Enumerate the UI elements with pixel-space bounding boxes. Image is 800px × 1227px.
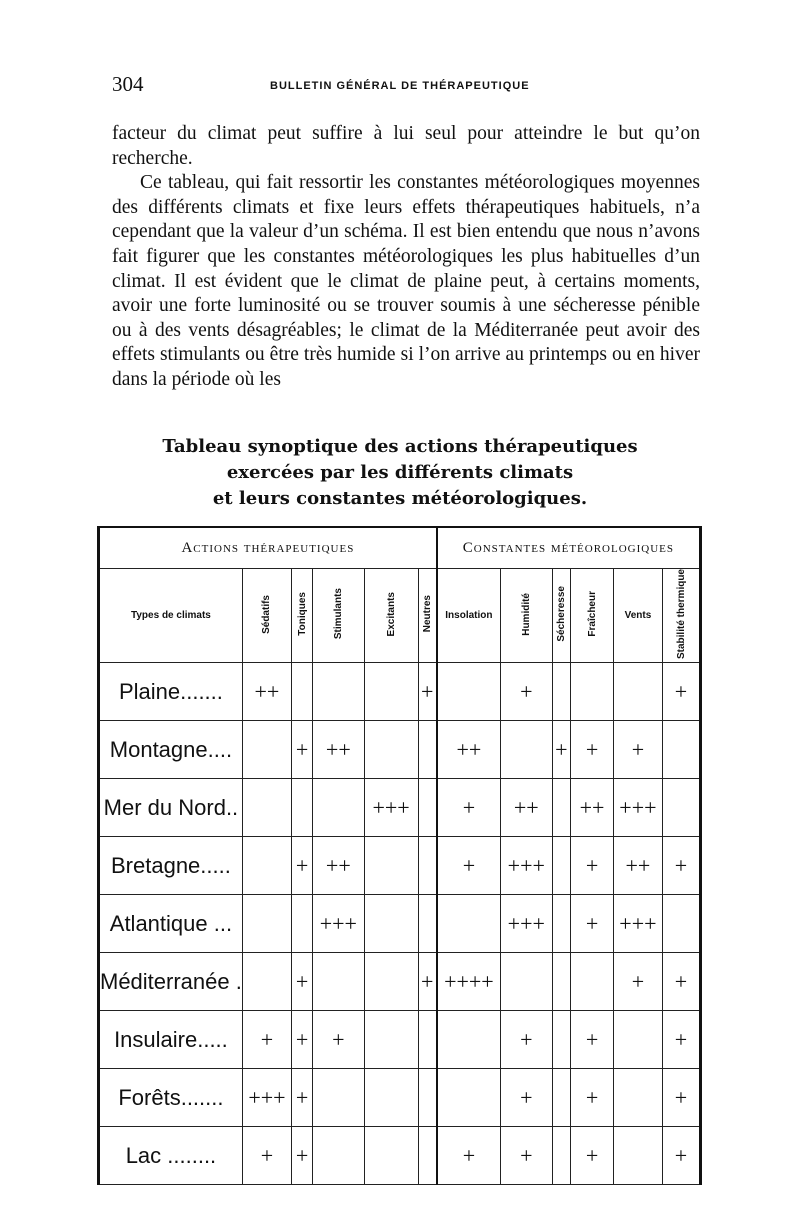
col-header-fraicheur: Fraîcheur: [571, 569, 614, 663]
table-cell: +: [292, 837, 313, 895]
table-cell: ++: [313, 721, 365, 779]
col-header-toniques: Toniques: [292, 569, 313, 663]
table-cell: [437, 663, 501, 721]
row-name: Mer du Nord..: [99, 779, 243, 837]
table-cell: [552, 663, 571, 721]
table-row-mer-du-nord: [99, 779, 701, 837]
table-row-atlantique: [99, 895, 701, 953]
table-cell: ++: [613, 837, 662, 895]
table-cell: +: [242, 1127, 291, 1185]
table-cell: [313, 779, 365, 837]
table-cell: [437, 1069, 501, 1127]
row-name: Forêts.......: [99, 1069, 243, 1127]
table-cell: +: [571, 1069, 614, 1127]
col-header-sedatifs: Sédatifs: [242, 569, 291, 663]
table-cell: [418, 779, 437, 837]
table-cell: [663, 721, 701, 779]
table-cell: [292, 663, 313, 721]
table-cell: +++: [313, 895, 365, 953]
table-cell: +: [571, 1011, 614, 1069]
table-cell: [364, 1069, 418, 1127]
table-cell: +: [613, 721, 662, 779]
table-cell: [418, 721, 437, 779]
col-header-secheresse: Sécheresse: [552, 569, 571, 663]
table-cell: [663, 895, 701, 953]
paragraph-2: Ce tableau, qui fait ressortir les constantes météorologiques moyennes des différents climats et fixe leurs effets thérapeutiques habituels, n’a cependant que la valeur d’un schéma. Il est bien entendu que nous n’avons fait figurer que les constantes météorologiques les plus habituelles d’un climat. Il est évident que le climat de plaine peut, à certains moments, avoir une forte luminosité ou se trouver soumis à une sécheresse pénible ou à des vents désagréables; le climat de la Méditerranée peut avoir des effets stimulants ou être très humide si l’on arrive au printemps ou en hiver dans la période où les: [112, 172, 700, 390]
table-cell: [552, 1127, 571, 1185]
table-cell: [313, 663, 365, 721]
row-name: Bretagne.....: [99, 837, 243, 895]
table-cell: ++: [571, 779, 614, 837]
table-cell: [418, 895, 437, 953]
table-cell: [418, 1011, 437, 1069]
table-cell: +++: [613, 779, 662, 837]
table-cell: [571, 663, 614, 721]
table-row-mediterranee: [99, 953, 701, 1011]
table-row-montagne: [99, 721, 701, 779]
table-cell: +: [292, 953, 313, 1011]
table-cell: [613, 1011, 662, 1069]
table-cell: +: [437, 779, 501, 837]
table-cell: [364, 1127, 418, 1185]
table-cell: +: [571, 1127, 614, 1185]
table-cell: ++++: [437, 953, 501, 1011]
table-cell: +: [663, 1011, 701, 1069]
table-cell: [364, 663, 418, 721]
table-cell: +: [501, 663, 553, 721]
caption-line-1: Tableau synoptique des actions thérapeutiques: [162, 436, 638, 457]
table-cell: [364, 895, 418, 953]
table-cell: +: [313, 1011, 365, 1069]
table-cell: [364, 953, 418, 1011]
table-cell: [552, 953, 571, 1011]
table-cell: ++: [242, 663, 291, 721]
group-actions-header: Actions thérapeutiques: [99, 527, 437, 569]
table-cell: +: [501, 1011, 553, 1069]
page-number: 304: [112, 72, 144, 96]
table-cell: +++: [501, 895, 553, 953]
table-cell: [418, 1127, 437, 1185]
table-cell: [364, 721, 418, 779]
row-name: Méditerranée .: [99, 953, 243, 1011]
table-cell: [552, 837, 571, 895]
table-cell: [242, 779, 291, 837]
body-text: [112, 122, 700, 393]
table-cell: +: [292, 1011, 313, 1069]
table-cell: [313, 1069, 365, 1127]
table-cell: [571, 953, 614, 1011]
col-header-humidite: Humidité: [501, 569, 553, 663]
table-cell: [613, 663, 662, 721]
table-cell: [663, 779, 701, 837]
table-cell: +: [418, 953, 437, 1011]
table-cell: +: [292, 721, 313, 779]
table-cell: +: [663, 663, 701, 721]
table-row-forets: [99, 1069, 701, 1127]
table-row-insulaire: [99, 1011, 701, 1069]
table-cell: [552, 895, 571, 953]
synoptic-table: [97, 526, 702, 1185]
paragraph-1: facteur du climat peut suffire à lui seul pour atteindre le but qu’on recherche.: [112, 123, 700, 169]
type-header: Types de climats: [99, 569, 243, 663]
table-cell: +: [501, 1127, 553, 1185]
row-name: Lac ........: [99, 1127, 243, 1185]
col-header-insolation: Insolation: [437, 569, 501, 663]
table-cell: +: [663, 953, 701, 1011]
table-cell: [613, 1127, 662, 1185]
table-cell: [242, 721, 291, 779]
table-cell: [418, 837, 437, 895]
running-title: BULLETIN GÉNÉRAL DE THÉRAPEUTIQUE: [270, 80, 530, 92]
table-cell: +: [552, 721, 571, 779]
table-cell: +: [571, 721, 614, 779]
table-cell: +: [663, 837, 701, 895]
table-cell: [418, 1069, 437, 1127]
table-cell: +++: [242, 1069, 291, 1127]
table-cell: +: [571, 895, 614, 953]
row-name: Insulaire.....: [99, 1011, 243, 1069]
row-name: Montagne....: [99, 721, 243, 779]
table-cell: +: [501, 1069, 553, 1127]
table-cell: +: [292, 1127, 313, 1185]
table-cell: +: [571, 837, 614, 895]
table-cell: [313, 1127, 365, 1185]
table-cell: [552, 1069, 571, 1127]
table-cell: [437, 895, 501, 953]
table-cell: +++: [364, 779, 418, 837]
table-cell: ++: [501, 779, 553, 837]
table-row-lac: [99, 1127, 701, 1185]
table-cell: [552, 1011, 571, 1069]
table-cell: [364, 837, 418, 895]
col-header-stabilite: Stabilité thermique: [663, 569, 701, 663]
table-cell: [292, 779, 313, 837]
table-cell: [613, 1069, 662, 1127]
table-cell: [437, 1011, 501, 1069]
table-cell: [313, 953, 365, 1011]
table-cell: +: [437, 837, 501, 895]
table-cell: +++: [501, 837, 553, 895]
col-header-excitants: Excitants: [364, 569, 418, 663]
table-cell: +: [292, 1069, 313, 1127]
table-cell: ++: [313, 837, 365, 895]
table-cell: +: [242, 1011, 291, 1069]
caption-line-3: et leurs constantes météorologiques.: [212, 488, 588, 509]
table-cell: +: [613, 953, 662, 1011]
row-name: Atlantique ...: [99, 895, 243, 953]
table-cell: +++: [613, 895, 662, 953]
table-cell: [501, 953, 553, 1011]
table-cell: ++: [437, 721, 501, 779]
table-cell: [364, 1011, 418, 1069]
row-name: Plaine.......: [99, 663, 243, 721]
group-constantes-header: Constantes météorologiques: [437, 527, 701, 569]
caption-line-2: exercées par les différents climats: [226, 462, 574, 483]
table-cell: [501, 721, 553, 779]
table-cell: +: [663, 1069, 701, 1127]
table-cell: [242, 895, 291, 953]
table-cell: +: [437, 1127, 501, 1185]
table-row-plaine: [99, 663, 701, 721]
table-cell: +: [663, 1127, 701, 1185]
col-header-neutres: Neutres: [418, 569, 437, 663]
page-header: [112, 72, 702, 102]
table-cell: [242, 953, 291, 1011]
table-cell: [242, 837, 291, 895]
table-row-bretagne: [99, 837, 701, 895]
table-cell: +: [418, 663, 437, 721]
table-cell: [552, 779, 571, 837]
table-caption: [100, 434, 700, 512]
col-header-vents: Vents: [613, 569, 662, 663]
col-header-stimulants: Stimulants: [313, 569, 365, 663]
table-cell: [292, 895, 313, 953]
